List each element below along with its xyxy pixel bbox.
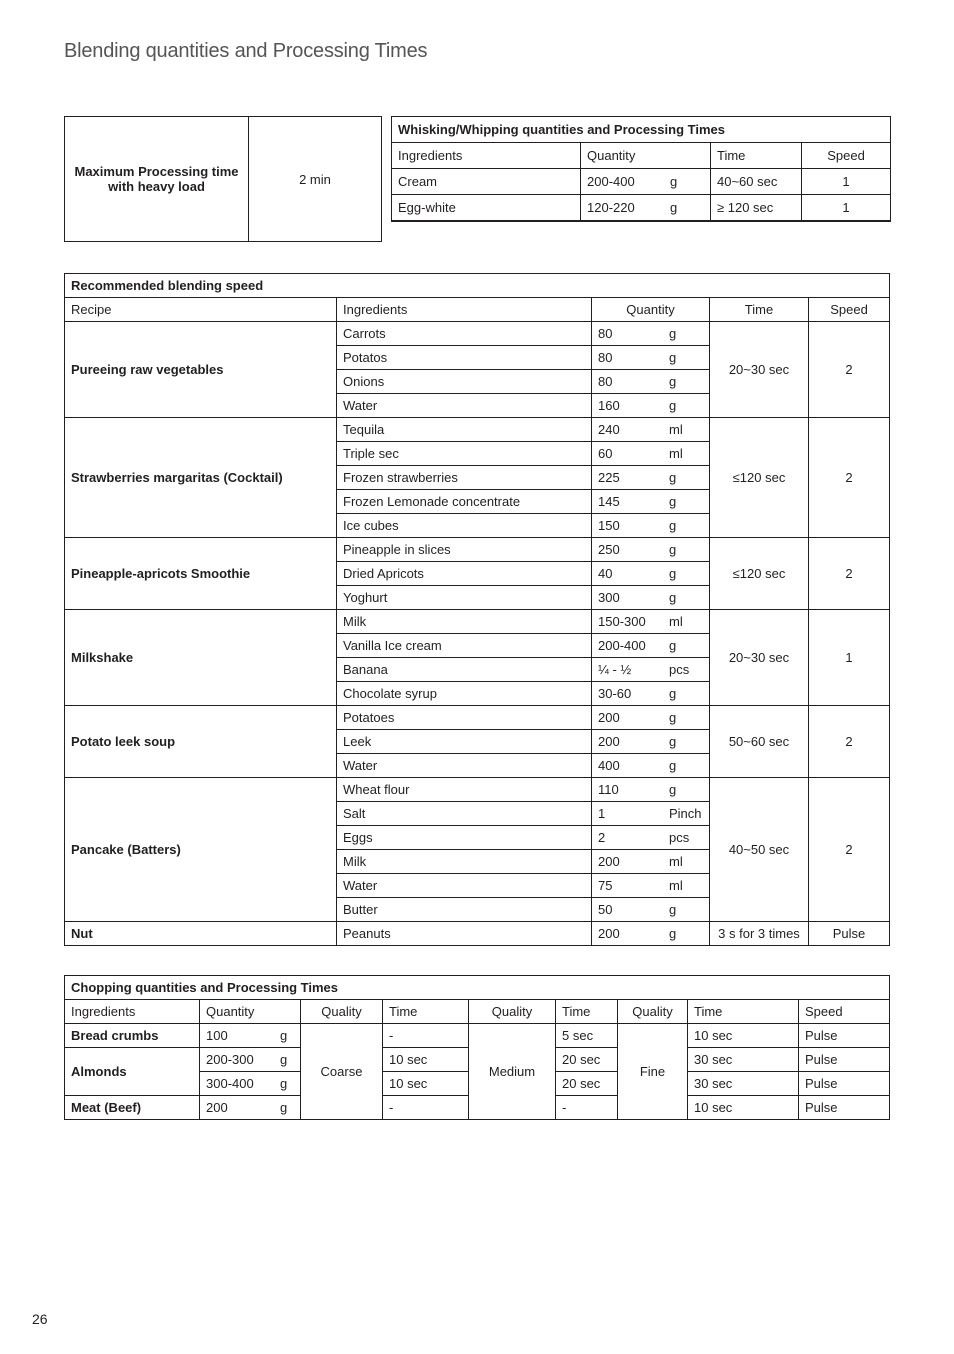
table-row <box>65 1024 890 1048</box>
blending-body <box>65 322 890 946</box>
quantity-unit: g <box>669 374 677 389</box>
blending-recipe: Strawberries margaritas (Cocktail) <box>65 418 337 538</box>
blending-ingredient: Water <box>337 394 592 418</box>
blending-quantity <box>592 730 710 754</box>
quantity-value: 50 <box>598 902 613 917</box>
chopping-quantity <box>200 1072 301 1096</box>
quantity-unit: g <box>669 782 677 797</box>
table-row <box>392 195 891 222</box>
blending-header-speed: Speed <box>809 298 890 322</box>
quantity-value: 150-300 <box>598 614 646 629</box>
quantity-value: 240 <box>598 422 620 437</box>
blending-ingredient: Potatos <box>337 346 592 370</box>
blending-speed: 2 <box>809 538 890 610</box>
table-row <box>65 706 890 730</box>
quantity-unit: g <box>669 902 677 917</box>
quantity-value: 160 <box>598 398 620 413</box>
quantity-value: 145 <box>598 494 620 509</box>
quantity-unit: g <box>669 470 677 485</box>
quantity-value: 2 <box>598 830 606 845</box>
blending-time: ≤120 sec <box>710 538 809 610</box>
blending-quantity <box>592 898 710 922</box>
whisking-header-time: Time <box>711 143 802 169</box>
blending-quantity <box>592 442 710 466</box>
max-processing-table <box>64 116 382 242</box>
quantity-unit: g <box>669 542 677 557</box>
chopping-ingredient: Meat (Beef) <box>65 1096 200 1120</box>
blending-ingredient: Potatoes <box>337 706 592 730</box>
quantity-value: 200 <box>598 926 620 941</box>
quantity-value: 200-400 <box>587 174 635 189</box>
chopping-header-speed: Speed <box>799 1000 890 1024</box>
blending-header-time: Time <box>710 298 809 322</box>
quantity-unit: g <box>669 494 677 509</box>
chopping-quantity <box>200 1048 301 1072</box>
chopping-quality-medium: Medium <box>469 1024 556 1120</box>
quantity-unit: g <box>669 638 677 653</box>
blending-recipe: Milkshake <box>65 610 337 706</box>
blending-quantity <box>592 658 710 682</box>
blending-quantity <box>592 322 710 346</box>
blending-ingredient: Water <box>337 874 592 898</box>
blending-ingredient: Yoghurt <box>337 586 592 610</box>
chopping-header-quality: Quality <box>469 1000 556 1024</box>
quantity-value: ¼ - ½ <box>598 662 632 677</box>
blending-quantity <box>592 754 710 778</box>
chopping-time-fine: 10 sec <box>688 1024 799 1048</box>
whisking-quantity <box>581 195 711 222</box>
blending-quantity <box>592 802 710 826</box>
blending-ingredient: Frozen Lemonade concentrate <box>337 490 592 514</box>
whisking-header-speed: Speed <box>802 143 891 169</box>
chopping-header-time: Time <box>556 1000 618 1024</box>
blending-quantity <box>592 370 710 394</box>
whisking-table <box>391 116 891 222</box>
blending-header-recipe: Recipe <box>65 298 337 322</box>
blending-quantity <box>592 346 710 370</box>
blending-time: 40~50 sec <box>710 778 809 922</box>
blending-speed: 1 <box>809 610 890 706</box>
chopping-header-time: Time <box>383 1000 469 1024</box>
quantity-unit: g <box>669 326 677 341</box>
whisking-header-quantity: Quantity <box>581 143 711 169</box>
quantity-value: 300 <box>598 590 620 605</box>
whisking-speed: 1 <box>802 169 891 195</box>
quantity-value: 1 <box>598 806 606 821</box>
blending-ingredient: Milk <box>337 610 592 634</box>
quantity-value: 200 <box>206 1100 228 1115</box>
blending-ingredient: Salt <box>337 802 592 826</box>
whisking-quantity <box>581 169 711 195</box>
whisking-ingredient: Cream <box>392 169 581 195</box>
chopping-time-coarse: - <box>383 1096 469 1120</box>
blending-quantity <box>592 538 710 562</box>
blending-quantity <box>592 394 710 418</box>
quantity-unit: ml <box>669 446 683 461</box>
quantity-unit: pcs <box>669 662 690 677</box>
blending-quantity <box>592 418 710 442</box>
blending-time: 3 s for 3 times <box>710 922 809 946</box>
whisking-time: 40~60 sec <box>711 169 802 195</box>
blending-recipe: Pancake (Batters) <box>65 778 337 922</box>
quantity-value: 80 <box>598 350 613 365</box>
blending-time: 20~30 sec <box>710 322 809 418</box>
blending-recipe: Pureeing raw vegetables <box>65 322 337 418</box>
quantity-unit: g <box>669 566 677 581</box>
chopping-speed: Pulse <box>799 1048 890 1072</box>
quantity-value: 120-220 <box>587 200 635 215</box>
quantity-unit: g <box>669 350 677 365</box>
blending-speed: Pulse <box>809 922 890 946</box>
quantity-value: 150 <box>598 518 620 533</box>
chopping-quality-coarse: Coarse <box>301 1024 383 1120</box>
quantity-unit: Pinch <box>669 806 702 821</box>
quantity-unit: g <box>669 686 677 701</box>
chopping-time-coarse: 10 sec <box>383 1048 469 1072</box>
blending-time: ≤120 sec <box>710 418 809 538</box>
quantity-value: 30-60 <box>598 686 632 701</box>
quantity-value: 100 <box>206 1028 228 1043</box>
blending-ingredient: Carrots <box>337 322 592 346</box>
quantity-value: 200 <box>598 734 620 749</box>
blending-ingredient: Onions <box>337 370 592 394</box>
blending-ingredient: Ice cubes <box>337 514 592 538</box>
quantity-value: 250 <box>598 542 620 557</box>
quantity-unit: g <box>670 200 678 215</box>
quantity-value: 80 <box>598 374 613 389</box>
quantity-value: 60 <box>598 446 613 461</box>
blending-ingredient: Vanilla Ice cream <box>337 634 592 658</box>
chopping-header-quantity: Quantity <box>200 1000 301 1024</box>
chopping-quantity <box>200 1024 301 1048</box>
chopping-speed: Pulse <box>799 1096 890 1120</box>
quantity-unit: g <box>669 398 677 413</box>
quantity-unit: g <box>669 758 677 773</box>
table-row <box>65 610 890 634</box>
blending-quantity <box>592 562 710 586</box>
chopping-title: Chopping quantities and Processing Times <box>65 976 890 1000</box>
quantity-unit: g <box>670 174 678 189</box>
quantity-unit: ml <box>669 854 683 869</box>
blending-recipe: Potato leek soup <box>65 706 337 778</box>
chopping-time-medium: 5 sec <box>556 1024 618 1048</box>
chopping-header-time: Time <box>688 1000 799 1024</box>
chopping-quality-fine: Fine <box>618 1024 688 1120</box>
quantity-unit: g <box>280 1052 288 1067</box>
chopping-table <box>64 975 890 1120</box>
blending-table <box>64 273 890 946</box>
quantity-value: 300-400 <box>206 1076 254 1091</box>
chopping-header-ingredients: Ingredients <box>65 1000 200 1024</box>
table-row <box>65 778 890 802</box>
quantity-value: 225 <box>598 470 620 485</box>
quantity-value: 75 <box>598 878 613 893</box>
quantity-unit: ml <box>669 878 683 893</box>
chopping-time-coarse: 10 sec <box>383 1072 469 1096</box>
blending-time: 50~60 sec <box>710 706 809 778</box>
blending-ingredient: Chocolate syrup <box>337 682 592 706</box>
quantity-unit: g <box>280 1028 288 1043</box>
quantity-unit: g <box>280 1076 288 1091</box>
blending-quantity <box>592 514 710 538</box>
blending-recipe: Nut <box>65 922 337 946</box>
blending-ingredient: Eggs <box>337 826 592 850</box>
blending-ingredient: Milk <box>337 850 592 874</box>
whisking-header-ingredients: Ingredients <box>392 143 581 169</box>
blending-quantity <box>592 634 710 658</box>
quantity-unit: g <box>669 590 677 605</box>
chopping-speed: Pulse <box>799 1072 890 1096</box>
blending-quantity <box>592 682 710 706</box>
chopping-header-quality: Quality <box>301 1000 383 1024</box>
blending-ingredient: Pineapple in slices <box>337 538 592 562</box>
quantity-unit: pcs <box>669 830 690 845</box>
quantity-unit: g <box>669 926 677 941</box>
blending-quantity <box>592 706 710 730</box>
chopping-speed: Pulse <box>799 1024 890 1048</box>
whisking-speed: 1 <box>802 195 891 222</box>
quantity-unit: ml <box>669 422 683 437</box>
chopping-header-quality: Quality <box>618 1000 688 1024</box>
quantity-value: 400 <box>598 758 620 773</box>
page-title: Blending quantities and Processing Times <box>64 40 428 62</box>
quantity-value: 200 <box>598 854 620 869</box>
chopping-ingredient: Almonds <box>65 1048 200 1096</box>
quantity-unit: ml <box>669 614 683 629</box>
table-row <box>65 322 890 346</box>
blending-ingredient: Tequila <box>337 418 592 442</box>
blending-ingredient: Frozen strawberries <box>337 466 592 490</box>
chopping-time-coarse: - <box>383 1024 469 1048</box>
blending-quantity <box>592 874 710 898</box>
table-row <box>65 538 890 562</box>
blending-header-ingredients: Ingredients <box>337 298 592 322</box>
quantity-value: 200-300 <box>206 1052 254 1067</box>
blending-ingredient: Leek <box>337 730 592 754</box>
quantity-unit: g <box>669 734 677 749</box>
blending-header-quantity: Quantity <box>592 298 710 322</box>
whisking-title: Whisking/Whipping quantities and Processing Times <box>392 117 891 143</box>
blending-ingredient: Dried Apricots <box>337 562 592 586</box>
blending-time: 20~30 sec <box>710 610 809 706</box>
blending-quantity <box>592 490 710 514</box>
max-processing-value: 2 min <box>249 117 382 242</box>
blending-quantity <box>592 922 710 946</box>
chopping-time-medium: 20 sec <box>556 1048 618 1072</box>
chopping-time-fine: 30 sec <box>688 1048 799 1072</box>
table-row <box>65 922 890 946</box>
page-number: 26 <box>32 1311 48 1327</box>
quantity-value: 200 <box>598 710 620 725</box>
quantity-value: 80 <box>598 326 613 341</box>
blending-quantity <box>592 586 710 610</box>
blending-speed: 2 <box>809 322 890 418</box>
blending-ingredient: Triple sec <box>337 442 592 466</box>
blending-ingredient: Peanuts <box>337 922 592 946</box>
blending-speed: 2 <box>809 778 890 922</box>
chopping-time-fine: 10 sec <box>688 1096 799 1120</box>
blending-recipe: Pineapple-apricots Smoothie <box>65 538 337 610</box>
whisking-ingredient: Egg-white <box>392 195 581 222</box>
whisking-time: ≥ 120 sec <box>711 195 802 222</box>
blending-speed: 2 <box>809 418 890 538</box>
blending-quantity <box>592 850 710 874</box>
blending-ingredient: Water <box>337 754 592 778</box>
chopping-time-medium: 20 sec <box>556 1072 618 1096</box>
blending-quantity <box>592 610 710 634</box>
blending-quantity <box>592 466 710 490</box>
blending-ingredient: Banana <box>337 658 592 682</box>
blending-quantity <box>592 826 710 850</box>
blending-ingredient: Butter <box>337 898 592 922</box>
chopping-time-fine: 30 sec <box>688 1072 799 1096</box>
chopping-ingredient: Bread crumbs <box>65 1024 200 1048</box>
blending-title: Recommended blending speed <box>65 274 890 298</box>
chopping-time-medium: - <box>556 1096 618 1120</box>
quantity-unit: g <box>280 1100 288 1115</box>
quantity-unit: g <box>669 710 677 725</box>
quantity-value: 200-400 <box>598 638 646 653</box>
blending-ingredient: Wheat flour <box>337 778 592 802</box>
blending-quantity <box>592 778 710 802</box>
table-row <box>392 169 891 195</box>
quantity-unit: g <box>669 518 677 533</box>
max-processing-label: Maximum Processing time with heavy load <box>65 117 249 242</box>
blending-speed: 2 <box>809 706 890 778</box>
chopping-quantity <box>200 1096 301 1120</box>
table-row <box>65 418 890 442</box>
quantity-value: 110 <box>598 782 619 797</box>
quantity-value: 40 <box>598 566 613 581</box>
